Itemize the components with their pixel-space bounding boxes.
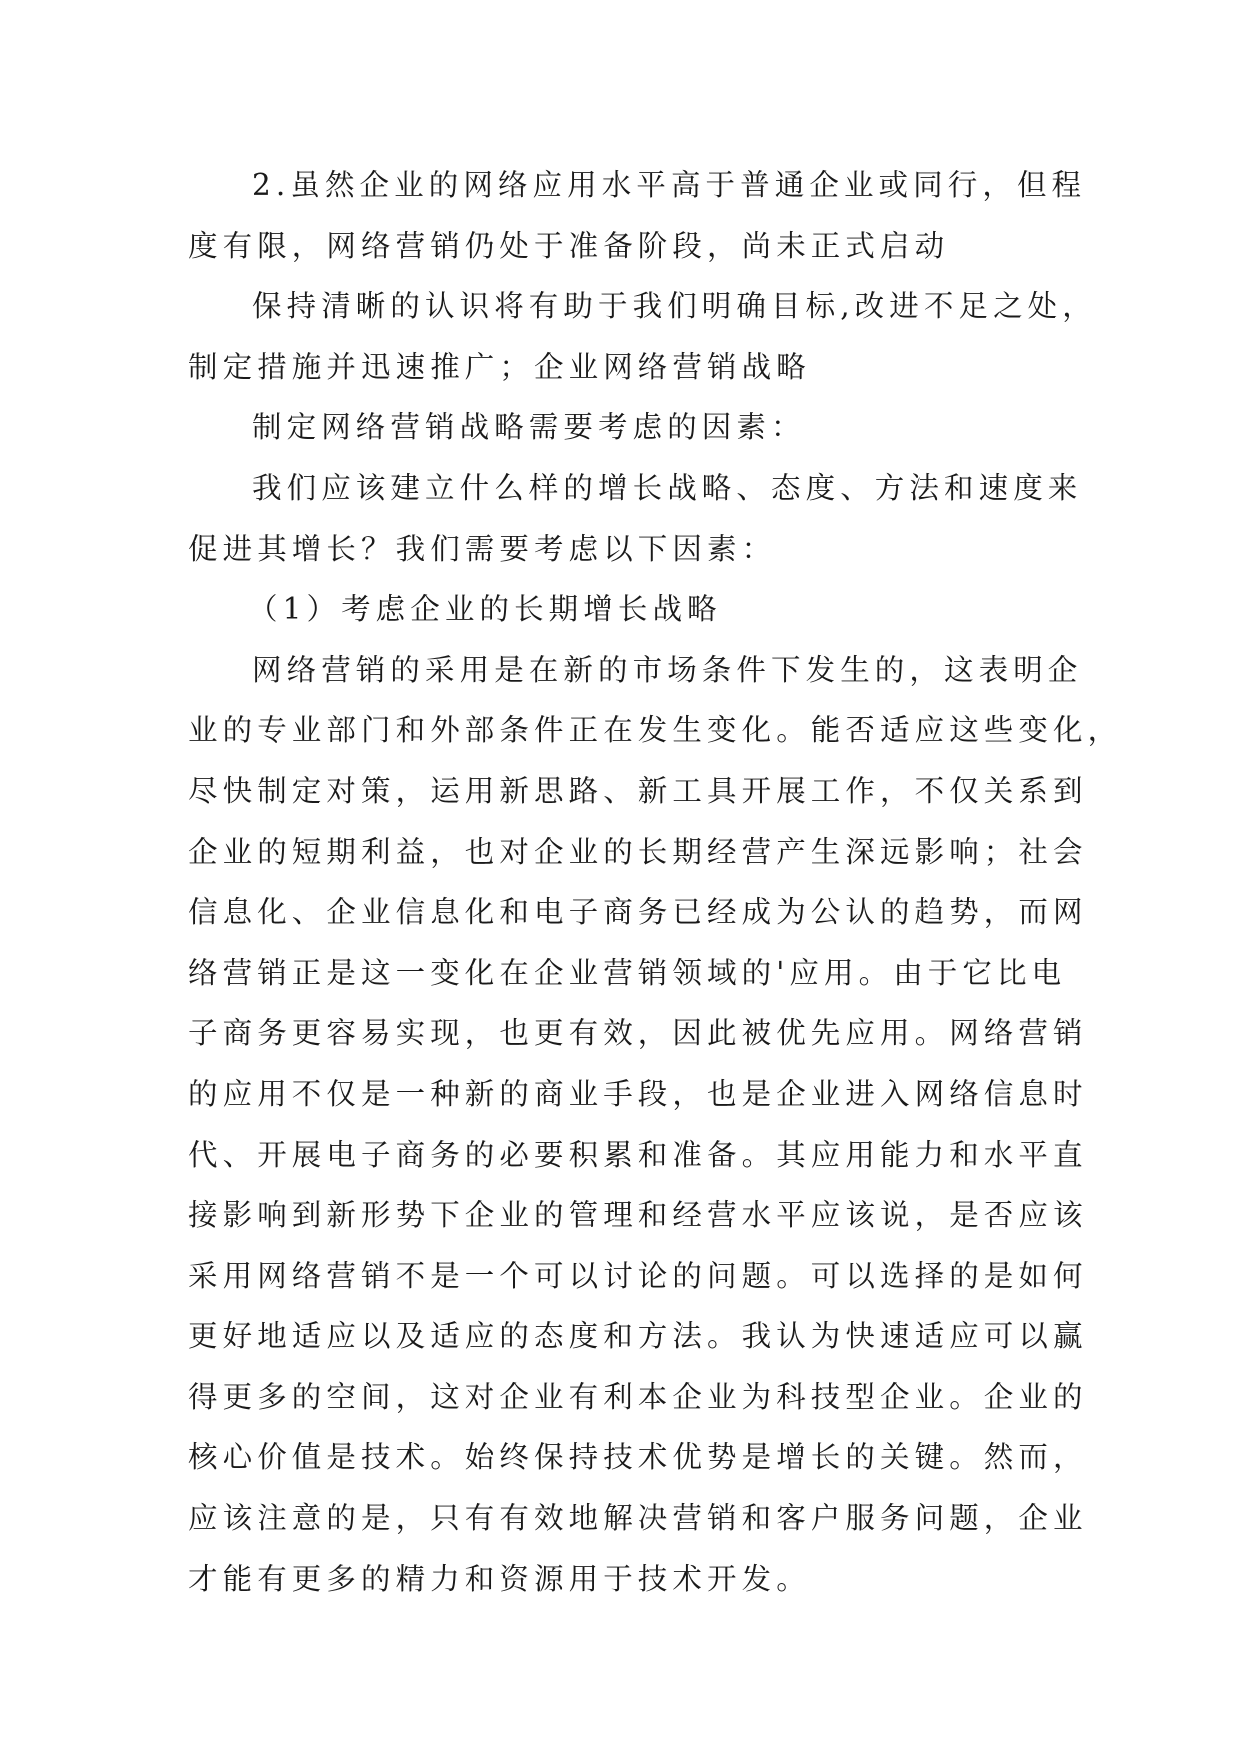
paragraph-line: 核心价值是技术。始终保持技术优势是增长的关键。然而，: [188, 1440, 1088, 1475]
paragraph-line: 采用网络营销不是一个可以讨论的问题。可以选择的是如何: [188, 1258, 1088, 1293]
paragraph-line: 保持清晰的认识将有助于我们明确目标,改进不足之处，: [252, 289, 1097, 324]
paragraph-line: 得更多的空间，这对企业有利本企业为科技型企业。企业的: [188, 1379, 1088, 1414]
paragraph-line: 的应用不仅是一种新的商业手段，也是企业进入网络信息时: [188, 1076, 1088, 1111]
section-heading: （1）考虑企业的长期增长战略: [248, 592, 722, 627]
paragraph-line: 子商务更容易实现，也更有效，因此被优先应用。网络营销: [188, 1016, 1088, 1051]
paragraph-line: 2.虽然企业的网络应用水平高于普通企业或同行，但程: [252, 168, 1087, 202]
paragraph-line: 更好地适应以及适应的态度和方法。我认为快速适应可以赢: [188, 1319, 1088, 1354]
paragraph-line: 业的专业部门和外部条件正在发生变化。能否适应这些变化，: [188, 713, 1123, 748]
paragraph-line: 制定网络营销战略需要考虑的因素：: [252, 410, 806, 445]
paragraph-line: 制定措施并迅速推广；企业网络营销战略: [188, 349, 811, 384]
paragraph-line: 才能有更多的精力和资源用于技术开发。: [188, 1561, 811, 1596]
paragraph-line: 网络营销的采用是在新的市场条件下发生的，这表明企: [252, 652, 1083, 687]
paragraph-line: 度有限，网络营销仍处于准备阶段，尚未正式启动: [188, 228, 950, 263]
paragraph-line: 信息化、企业信息化和电子商务已经成为公认的趋势，而网: [188, 895, 1088, 930]
paragraph-line: 代、开展电子商务的必要积累和准备。其应用能力和水平直: [188, 1137, 1088, 1172]
paragraph-line: 络营销正是这一变化在企业营销领域的'应用。由于它比电: [188, 955, 1067, 990]
document-body: [188, 155, 1123, 1609]
paragraph-line: 我们应该建立什么样的增长战略、态度、方法和速度来: [252, 470, 1083, 505]
paragraph-line: 企业的短期利益，也对企业的长期经营产生深远影响；社会: [188, 834, 1088, 869]
paragraph-line: 应该注意的是，只有有效地解决营销和客户服务问题，企业: [188, 1501, 1088, 1536]
paragraph-line: 接影响到新形势下企业的管理和经营水平应该说，是否应该: [188, 1198, 1088, 1233]
paragraph-line: 促进其增长？我们需要考虑以下因素：: [188, 531, 777, 566]
paragraph-line: 尽快制定对策，运用新思路、新工具开展工作，不仅关系到: [188, 773, 1088, 808]
